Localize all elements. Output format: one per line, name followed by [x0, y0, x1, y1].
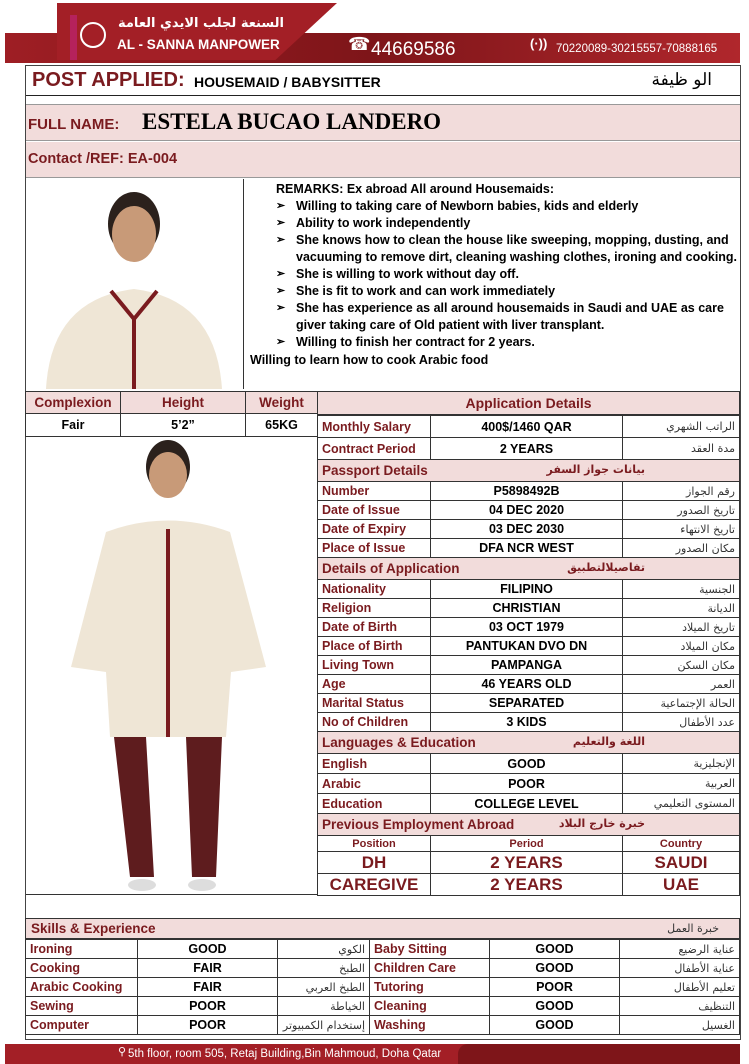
skill-label: Cooking	[26, 959, 138, 978]
field-label: Date of Issue	[318, 501, 431, 520]
complexion-header: Complexion	[26, 392, 121, 414]
employment-row	[318, 874, 740, 896]
logo-accent	[70, 15, 77, 60]
details-section	[318, 558, 740, 580]
skill-label: Baby Sitting	[370, 940, 490, 959]
post-label-ar: الو ظيفة	[651, 70, 712, 90]
detail-row	[318, 520, 740, 539]
field-label: Date of Birth	[318, 618, 431, 637]
skills-header	[25, 918, 740, 939]
remark-item: ➢ She knows how to clean the house like sweeping, mopping, dusting, and vacuuming to remove dirt, cleaning washing clothes, ironing and cooking.	[276, 232, 738, 266]
field-value: GOOD	[431, 754, 623, 774]
remark-item: ➢ Ability to work independently	[276, 215, 738, 232]
languages-section	[318, 732, 740, 754]
employment-period: 2 YEARS	[431, 874, 623, 896]
skill-rating: FAIR	[138, 959, 278, 978]
remarks	[250, 181, 738, 369]
skills-title-ar: خبرة العمل	[667, 922, 719, 935]
post-value: HOUSEMAID / BABYSITTER	[194, 74, 381, 90]
skills-table	[25, 939, 740, 1035]
field-label-ar: العربية	[623, 774, 740, 794]
field-label: Marital Status	[318, 694, 431, 713]
field-label-ar: المستوى التعليمي	[623, 794, 740, 814]
post-label: POST APPLIED:	[32, 69, 185, 91]
skill-row	[26, 959, 740, 978]
skill-label-ar: إستخدام الكمبيوتر	[278, 1016, 370, 1035]
application-table	[317, 415, 740, 896]
skill-row	[26, 1016, 740, 1035]
details-section-title: Details of Application	[322, 561, 460, 576]
detail-row	[318, 501, 740, 520]
skill-label-ar: التنظيف	[620, 997, 740, 1016]
employment-section-title-ar: خبرة خارج البلاد	[558, 817, 645, 830]
field-value: 46 YEARS OLD	[431, 675, 623, 694]
languages-section-cell	[318, 732, 740, 754]
height-value: 5’2”	[121, 414, 246, 437]
field-label-ar: الجنسية	[623, 580, 740, 599]
full-name-row	[26, 104, 740, 141]
employment-position: DH	[318, 852, 431, 874]
remarks-title: REMARKS: Ex abroad All around Housemaids:	[276, 182, 555, 196]
skill-rating: POOR	[490, 978, 620, 997]
field-label-ar: الحالة الإجتماعية	[623, 694, 740, 713]
field-label-ar: تاريخ الصدور	[623, 501, 740, 520]
field-value: 04 DEC 2020	[431, 501, 623, 520]
field-value: COLLEGE LEVEL	[431, 794, 623, 814]
employment-position: CAREGIVE	[318, 874, 431, 896]
details-section-title-ar: تفاصيلالتطبيق	[567, 561, 645, 574]
phone-number: 44669586	[371, 39, 456, 60]
detail-row	[318, 416, 740, 438]
passport-section-cell	[318, 460, 740, 482]
skill-label-ar: الخياطة	[278, 997, 370, 1016]
passport-section-title: Passport Details	[322, 463, 428, 478]
weight-header: Weight	[246, 392, 318, 414]
field-label-ar: الراتب الشهري	[623, 416, 740, 438]
employment-header-period: Period	[431, 836, 623, 852]
field-label: Number	[318, 482, 431, 501]
field-label: Place of Birth	[318, 637, 431, 656]
remark-item: ➢ She has experience as all around housemaids in Saudi and UAE as care giver taking care of Old patient with liver transplant.	[276, 300, 738, 334]
skill-label: Children Care	[370, 959, 490, 978]
field-value: P5898492B	[431, 482, 623, 501]
candidate-photo-full	[26, 437, 317, 895]
application-details-header	[317, 391, 740, 415]
skill-label: Arabic Cooking	[26, 978, 138, 997]
physical-table	[25, 391, 318, 437]
employment-section	[318, 814, 740, 836]
field-value: 400$/1460 QAR	[431, 416, 623, 438]
remark-item: ➢ She is willing to work without day off.	[276, 266, 738, 283]
field-value: 03 DEC 2030	[431, 520, 623, 539]
field-value: PANTUKAN DVO DN	[431, 637, 623, 656]
field-label: English	[318, 754, 431, 774]
skill-label-ar: عناية الأطفال	[620, 959, 740, 978]
weight-value: 65KG	[246, 414, 318, 437]
field-value: 3 KIDS	[431, 713, 623, 732]
employment-country: SAUDI	[623, 852, 740, 874]
field-value: FILIPINO	[431, 580, 623, 599]
skill-row	[26, 940, 740, 959]
detail-row	[318, 637, 740, 656]
location-pin-icon: ⚲	[118, 1046, 127, 1058]
skill-rating: GOOD	[490, 1016, 620, 1035]
remarks-list	[250, 198, 738, 351]
employment-section-title: Previous Employment Abroad	[322, 817, 515, 832]
mobile-icon: (·))	[530, 36, 548, 51]
remarks-footer: Willing to learn how to cook Arabic food	[250, 353, 489, 367]
detail-row	[318, 599, 740, 618]
footer-address: 5th floor, room 505, Retaj Building,Bin Mahmoud, Doha Qatar	[128, 1048, 442, 1060]
field-value: PAMPANGA	[431, 656, 623, 675]
field-label: Age	[318, 675, 431, 694]
detail-row	[318, 656, 740, 675]
field-label-ar: تاريخ الانتهاء	[623, 520, 740, 539]
field-label-ar: الديانة	[623, 599, 740, 618]
detail-row	[318, 794, 740, 814]
field-label-ar: مكان السكن	[623, 656, 740, 675]
field-value: SEPARATED	[431, 694, 623, 713]
field-label-ar: مدة العقد	[623, 438, 740, 460]
field-value: 03 OCT 1979	[431, 618, 623, 637]
height-header: Height	[121, 392, 246, 414]
post-applied-row	[26, 66, 740, 96]
skill-label-ar: عناية الرضيع	[620, 940, 740, 959]
candidate-photo-portrait	[26, 179, 244, 389]
skill-rating: GOOD	[490, 997, 620, 1016]
skill-rating: GOOD	[138, 940, 278, 959]
field-label: Place of Issue	[318, 539, 431, 558]
detail-row	[318, 675, 740, 694]
remark-item: ➢ Willing to taking care of Newborn babies, kids and elderly	[276, 198, 738, 215]
skill-rating: GOOD	[490, 959, 620, 978]
detail-row	[318, 580, 740, 599]
details-section-cell	[318, 558, 740, 580]
application-details-title: Application Details	[465, 395, 592, 411]
employment-period: 2 YEARS	[431, 852, 623, 874]
field-label: Monthly Salary	[318, 416, 431, 438]
skill-label: Computer	[26, 1016, 138, 1035]
skill-label-ar: تعليم الأطفال	[620, 978, 740, 997]
skill-label-ar: الطبخ العربي	[278, 978, 370, 997]
company-name: AL - SANNA MANPOWER	[117, 37, 280, 52]
field-label: No of Children	[318, 713, 431, 732]
remark-item: ➢ She is fit to work and can work immediately	[276, 283, 738, 300]
skill-rating: POOR	[138, 1016, 278, 1035]
field-label: Religion	[318, 599, 431, 618]
skill-label: Washing	[370, 1016, 490, 1035]
languages-section-title: Languages & Education	[322, 735, 476, 750]
skill-label: Sewing	[26, 997, 138, 1016]
detail-row	[318, 438, 740, 460]
full-name-value: ESTELA BUCAO LANDERO	[142, 109, 442, 134]
detail-row	[318, 482, 740, 501]
skill-row	[26, 997, 740, 1016]
employment-header-country: Country	[623, 836, 740, 852]
remark-item: ➢ Willing to finish her contract for 2 years.	[276, 334, 738, 351]
detail-row	[318, 694, 740, 713]
skill-rating: FAIR	[138, 978, 278, 997]
skills-title: Skills & Experience	[31, 921, 156, 936]
detail-row	[318, 754, 740, 774]
mobile-numbers: 70220089-30215557-70888165	[556, 43, 718, 55]
skill-label: Tutoring	[370, 978, 490, 997]
field-label: Date of Expiry	[318, 520, 431, 539]
field-label: Nationality	[318, 580, 431, 599]
field-label-ar: تاريخ الميلاد	[623, 618, 740, 637]
full-name-label: FULL NAME:	[28, 116, 120, 133]
field-label-ar: الإنجليزية	[623, 754, 740, 774]
field-label-ar: مكان الصدور	[623, 539, 740, 558]
complexion-value: Fair	[26, 414, 121, 437]
field-label: Arabic	[318, 774, 431, 794]
skill-label: Ironing	[26, 940, 138, 959]
employment-row	[318, 852, 740, 874]
field-value: DFA NCR WEST	[431, 539, 623, 558]
skill-rating: GOOD	[490, 940, 620, 959]
skill-rating: POOR	[138, 997, 278, 1016]
field-label-ar: عدد الأطفال	[623, 713, 740, 732]
passport-section	[318, 460, 740, 482]
field-label-ar: رقم الجواز	[623, 482, 740, 501]
field-value: POOR	[431, 774, 623, 794]
detail-row	[318, 713, 740, 732]
footer-accent	[458, 1044, 740, 1064]
detail-row	[318, 774, 740, 794]
employment-country: UAE	[623, 874, 740, 896]
skill-row	[26, 978, 740, 997]
field-label-ar: العمر	[623, 675, 740, 694]
globe-logo-icon	[80, 22, 106, 48]
company-name-ar: السنعة لجلب الايدي العامة	[118, 16, 284, 31]
skill-label-ar: الطبخ	[278, 959, 370, 978]
skill-label-ar: الغسيل	[620, 1016, 740, 1035]
field-label: Living Town	[318, 656, 431, 675]
skill-label: Cleaning	[370, 997, 490, 1016]
detail-row	[318, 539, 740, 558]
languages-section-title-ar: اللغة والتعليم	[572, 735, 645, 748]
field-value: CHRISTIAN	[431, 599, 623, 618]
employment-header-row	[318, 836, 740, 852]
contact-ref: Contact /REF: EA-004	[28, 151, 178, 167]
field-value: 2 YEARS	[431, 438, 623, 460]
field-label-ar: مكان الميلاد	[623, 637, 740, 656]
employment-header-position: Position	[318, 836, 431, 852]
phone-icon: ☎	[348, 34, 371, 54]
passport-section-title-ar: بيانات جواز السفر	[546, 463, 645, 476]
detail-row	[318, 618, 740, 637]
field-label: Contract Period	[318, 438, 431, 460]
employment-section-cell	[318, 814, 740, 836]
skill-label-ar: الكوي	[278, 940, 370, 959]
contact-row	[26, 142, 740, 178]
field-label: Education	[318, 794, 431, 814]
